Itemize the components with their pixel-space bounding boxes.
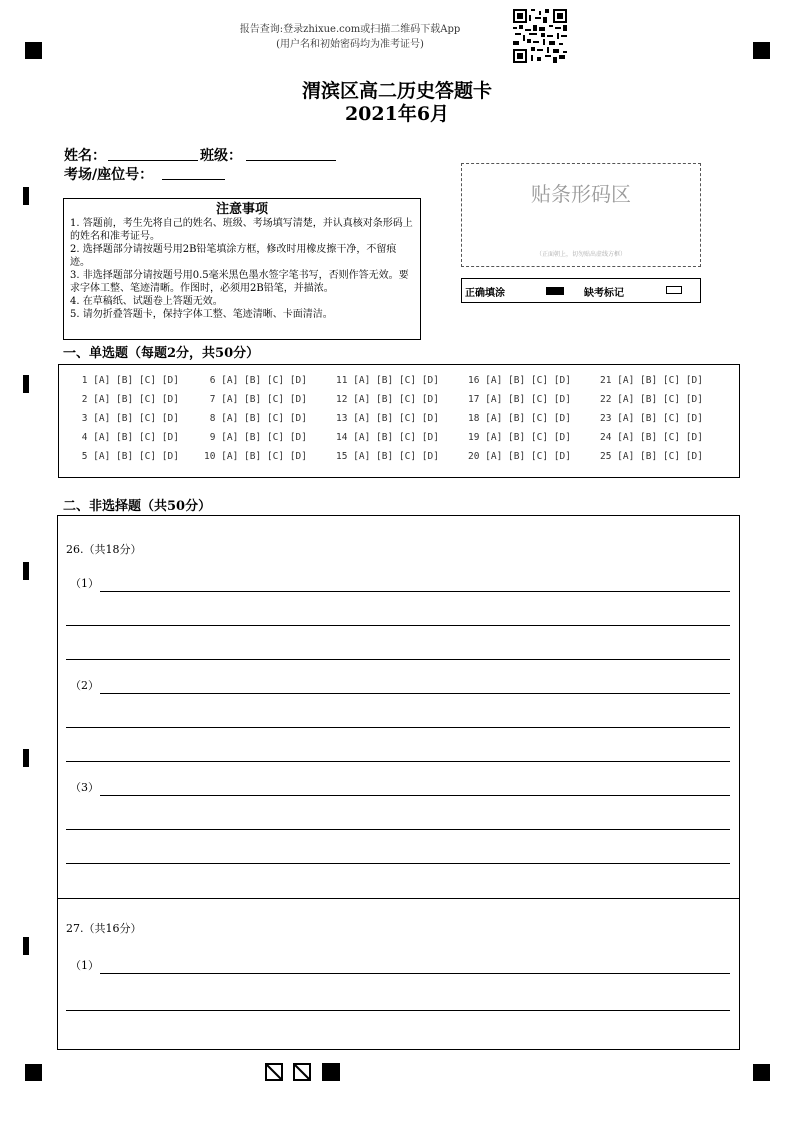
answer-line[interactable] (66, 863, 730, 864)
mc-item[interactable]: 9 [A] [B] [C] [D] (204, 432, 307, 443)
answer-line[interactable] (100, 973, 730, 974)
question-26-head: 26.（共18分） (66, 543, 142, 556)
answer-line[interactable] (66, 625, 730, 626)
password-note: (用户名和初始密码均为准考证号) (276, 39, 424, 50)
mc-item[interactable]: 25 [A] [B] [C] [D] (600, 451, 703, 462)
absent-mark-label: 缺考标记 (584, 288, 624, 299)
notice-title: 注意事项 (215, 202, 268, 217)
timing-mark (23, 937, 29, 955)
page-title: 渭滨区高二历史答题卡 (301, 80, 492, 102)
mc-item[interactable]: 22 [A] [B] [C] [D] (600, 394, 703, 405)
q26-part-1-label: （1） (70, 577, 99, 590)
mc-item[interactable]: 6 [A] [B] [C] [D] (204, 375, 307, 386)
section1-title: 一、单选题（每题2分，共50分） (63, 346, 260, 361)
mc-item[interactable]: 7 [A] [B] [C] [D] (204, 394, 307, 405)
notice-item: 4. 在草稿纸、试题卷上答题无效。 (70, 296, 223, 307)
answer-line[interactable] (66, 727, 730, 728)
qr-code-icon (513, 9, 567, 63)
filled-box-icon (546, 287, 564, 295)
report-query-note: 报告查询:登录zhixue.com或扫描二维码下载App (239, 24, 461, 35)
name-field[interactable] (108, 160, 198, 161)
notice-item: 2. 选择题部分请按题号用2B铅笔填涂方框，修改时用橡皮擦干净，不留痕迹。 (70, 244, 397, 268)
timing-mark (23, 749, 29, 767)
mc-item[interactable]: 3 [A] [B] [C] [D] (76, 413, 179, 424)
mc-item[interactable]: 13 [A] [B] [C] [D] (336, 413, 439, 424)
mc-item[interactable]: 12 [A] [B] [C] [D] (336, 394, 439, 405)
timing-mark (23, 562, 29, 580)
class-field[interactable] (246, 160, 336, 161)
absent-checkbox[interactable] (666, 286, 682, 294)
mc-item[interactable]: 2 [A] [B] [C] [D] (76, 394, 179, 405)
timing-mark (23, 375, 29, 393)
barcode-area (461, 163, 701, 267)
answer-line[interactable] (66, 761, 730, 762)
mc-item[interactable]: 8 [A] [B] [C] [D] (204, 413, 307, 424)
section2-title: 二、非选择题（共50分） (63, 499, 212, 514)
multiple-choice-grid (58, 364, 740, 478)
mc-item[interactable]: 17 [A] [B] [C] [D] (468, 394, 571, 405)
notice-box (63, 198, 421, 340)
mc-item[interactable]: 1 [A] [B] [C] [D] (76, 375, 179, 386)
mc-item[interactable]: 4 [A] [B] [C] [D] (76, 432, 179, 443)
answer-line[interactable] (66, 659, 730, 660)
mc-item[interactable]: 23 [A] [B] [C] [D] (600, 413, 703, 424)
registration-mark (25, 42, 42, 59)
registration-mark (25, 1064, 42, 1081)
page-code-filled-box (322, 1063, 340, 1081)
q27-part-1-label: （1） (70, 959, 99, 972)
exam-date: 2021年6月 (344, 103, 450, 125)
notice-item: 3. 非选择题部分请按题号用0.5毫米黑色墨水签字笔书写，否则作答无效。要求字体工整、笔迹清晰。作图时，必须用2B铅笔，并描浓。 (70, 270, 409, 294)
seat-field[interactable] (162, 179, 225, 180)
mc-item[interactable]: 10 [A] [B] [C] [D] (204, 451, 307, 462)
notice-item: 5. 请勿折叠答题卡，保持字体工整、笔迹清晰、卡面清洁。 (70, 309, 333, 320)
answer-line[interactable] (100, 693, 730, 694)
mc-item[interactable]: 21 [A] [B] [C] [D] (600, 375, 703, 386)
essay-answer-area (57, 515, 740, 1050)
seat-label: 考场/座位号： (64, 167, 154, 183)
registration-mark (753, 42, 770, 59)
mc-item[interactable]: 20 [A] [B] [C] [D] (468, 451, 571, 462)
answer-line[interactable] (66, 1010, 730, 1011)
question-divider (58, 898, 739, 899)
answer-line[interactable] (100, 795, 730, 796)
timing-mark (23, 187, 29, 205)
mc-item[interactable]: 5 [A] [B] [C] [D] (76, 451, 179, 462)
mc-item[interactable]: 14 [A] [B] [C] [D] (336, 432, 439, 443)
name-label: 姓名： (64, 148, 106, 164)
page-code-box-icon (265, 1063, 283, 1081)
mc-item[interactable]: 15 [A] [B] [C] [D] (336, 451, 439, 462)
mc-item[interactable]: 19 [A] [B] [C] [D] (468, 432, 571, 443)
fill-legend (461, 278, 701, 303)
registration-mark (753, 1064, 770, 1081)
page-code-box-icon (293, 1063, 311, 1081)
mc-item[interactable]: 18 [A] [B] [C] [D] (468, 413, 571, 424)
answer-line[interactable] (100, 591, 730, 592)
correct-fill-label: 正确填涂 (465, 288, 505, 299)
mc-item[interactable]: 16 [A] [B] [C] [D] (468, 375, 571, 386)
barcode-title: 贴条形码区 (531, 182, 631, 206)
mc-item[interactable]: 24 [A] [B] [C] [D] (600, 432, 703, 443)
notice-item: 1. 答题前，考生先将自己的姓名、班级、考场填写清楚，并认真核对条形码上的姓名和准考证号。 (70, 218, 413, 242)
barcode-hint: （正面朝上，切勿贴出虚线方框） (535, 251, 626, 258)
class-label: 班级： (200, 148, 242, 164)
q26-part-3-label: （3） (70, 781, 99, 794)
mc-item[interactable]: 11 [A] [B] [C] [D] (336, 375, 439, 386)
q26-part-2-label: （2） (70, 679, 99, 692)
question-27-head: 27.（共16分） (66, 922, 142, 935)
answer-line[interactable] (66, 829, 730, 830)
